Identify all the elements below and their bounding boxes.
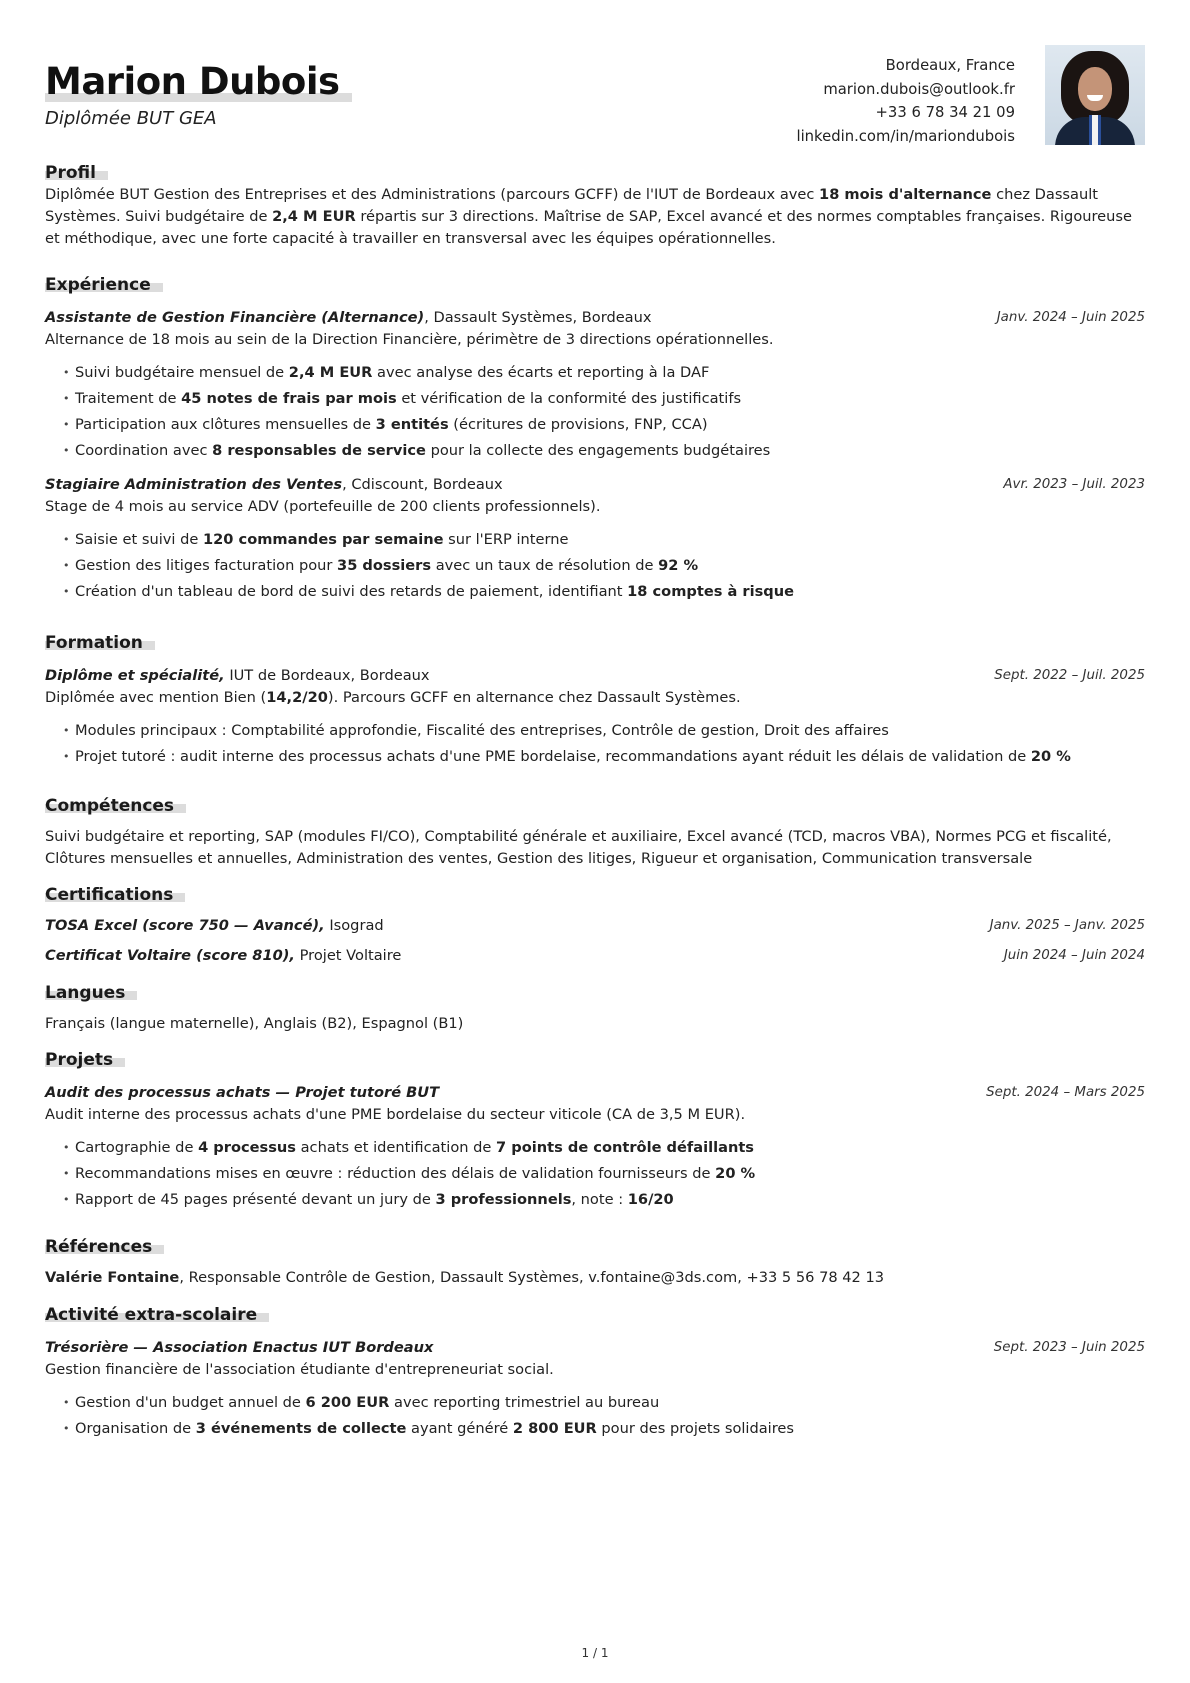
entry-bullets <box>63 1390 1145 1442</box>
entry-header <box>45 665 1145 687</box>
bullet-item: • Suivi budgétaire mensuel de 2,4 M EUR avec analyse des écarts et reporting à la DAF <box>63 360 1145 386</box>
candidate-name: Marion Dubois <box>45 58 340 106</box>
contact-phone[interactable]: +33 6 78 34 21 09 <box>875 104 1015 121</box>
highlight: 18 mois d'alternance <box>819 186 992 203</box>
bullet-item: • Création d'un tableau de bord de suivi des retards de paiement, identifiant 18 comptes à risque <box>63 579 1145 605</box>
cert-name: TOSA Excel (score 750 — Avancé), <box>45 917 325 934</box>
entry-description: Stage de 4 mois au service ADV (portefeuille de 200 clients professionnels). <box>45 498 601 515</box>
entry-role: Assistante de Gestion Financière (Alternance) <box>45 309 425 326</box>
contact-email[interactable]: marion.dubois@outlook.fr <box>823 80 1015 98</box>
profile-photo <box>1045 45 1145 145</box>
bullet-item: • Recommandations mises en œuvre : réduction des délais de validation fournisseurs de 20 % <box>63 1161 1145 1187</box>
section-title-certifications: Certifications <box>45 885 174 905</box>
bullet-item: • Gestion d'un budget annuel de 6 200 EUR avec reporting trimestriel au bureau <box>63 1390 1145 1416</box>
name-block <box>45 58 340 129</box>
entry-date: Janv. 2024 – Juin 2025 <box>996 310 1145 325</box>
entry-date: Sept. 2024 – Mars 2025 <box>986 1085 1145 1100</box>
section-certifications <box>45 884 1145 967</box>
bullet-item: • Projet tutoré : audit interne des processus achats d'une PME bordelaise, recommandations ayant réduit les délais de validation de 20 % <box>63 744 1145 770</box>
entry-org: IUT de Bordeaux, Bordeaux <box>224 667 430 684</box>
contact-linkedin[interactable]: linkedin.com/in/mariondubois <box>796 127 1015 145</box>
section-formation <box>45 632 1145 770</box>
page-number: 1 / 1 <box>581 1646 609 1660</box>
entry-description: Diplômée avec mention Bien (14,2/20). Parcours GCFF en alternance chez Dassault Systèmes. <box>45 689 741 706</box>
entry-role: Diplôme et spécialité, <box>45 667 225 684</box>
experience-entry <box>45 474 1145 605</box>
entry-date: Avr. 2023 – Juil. 2023 <box>1003 477 1145 492</box>
reference-name: Valérie Fontaine <box>45 1269 180 1286</box>
text: chez Dassault Systèmes. Suivi budgétaire de <box>45 186 1098 225</box>
entry-description: Alternance de 18 mois au sein de la Direction Financière, périmètre de 3 directions opérationnelles. <box>45 331 774 348</box>
bullet-item: • Rapport de 45 pages présenté devant un jury de 3 professionnels, note : 16/20 <box>63 1187 1145 1213</box>
entry-description: Gestion financière de l'association étudiante d'entrepreneuriat social. <box>45 1361 554 1378</box>
profil-text <box>45 184 1145 250</box>
entry-role: Trésorière — Association Enactus IUT Bordeaux <box>45 1339 434 1356</box>
experience-entry <box>45 307 1145 464</box>
resume-header <box>45 58 1145 158</box>
certification-item <box>45 915 1145 937</box>
bullet-item: • Modules principaux : Comptabilité approfondie, Fiscalité des entreprises, Contrôle de gestion, Droit des affaires <box>63 718 1145 744</box>
entry-date: Sept. 2022 – Juil. 2025 <box>994 668 1145 683</box>
entry-org: , Dassault Systèmes, Bordeaux <box>424 309 652 326</box>
bullet-item: • Saisie et suivi de 120 commandes par semaine sur l'ERP interne <box>63 527 1145 553</box>
section-projets <box>45 1049 1145 1213</box>
cert-date: Janv. 2025 – Janv. 2025 <box>989 918 1145 933</box>
section-profil <box>45 162 1145 250</box>
entry-role: Audit des processus achats — Projet tutoré BUT <box>45 1084 440 1101</box>
cert-org: Projet Voltaire <box>294 947 402 964</box>
section-title-references: Références <box>45 1237 153 1257</box>
entry-date: Sept. 2023 – Juin 2025 <box>993 1340 1145 1355</box>
section-competences <box>45 795 1145 870</box>
entry-header <box>45 1337 1145 1359</box>
bullet-item: • Participation aux clôtures mensuelles de 3 entités (écritures de provisions, FNP, CCA) <box>63 412 1145 438</box>
reference-item <box>45 1267 1145 1289</box>
bullet-item: • Gestion des litiges facturation pour 35 dossiers avec un taux de résolution de 92 % <box>63 553 1145 579</box>
contact-location: Bordeaux, France <box>885 57 1015 74</box>
highlight: 2,4 M EUR <box>272 208 356 225</box>
entry-bullets <box>63 527 1145 605</box>
bullet-item: • Organisation de 3 événements de collecte ayant généré 2 800 EUR pour des projets solidaires <box>63 1416 1145 1442</box>
section-extra <box>45 1304 1145 1442</box>
section-title-profil: Profil <box>45 163 96 183</box>
entry-org: , Cdiscount, Bordeaux <box>342 476 503 493</box>
bullet-item: • Traitement de 45 notes de frais par mois et vérification de la conformité des justificatifs <box>63 386 1145 412</box>
formation-entry <box>45 665 1145 770</box>
cert-org: Isograd <box>324 917 384 934</box>
text: Diplômée BUT Gestion des Entreprises et des Administrations (parcours GCFF) de l'IUT de Bordeaux avec <box>45 186 820 203</box>
entry-role: Stagiaire Administration des Ventes <box>45 476 343 493</box>
contact-info <box>796 54 1015 148</box>
section-experience <box>45 274 1145 605</box>
section-title-langues: Langues <box>45 983 126 1003</box>
photo-lanyard <box>1089 115 1101 145</box>
cert-date: Juin 2024 – Juin 2024 <box>1003 948 1145 963</box>
section-references <box>45 1236 1145 1289</box>
section-title-formation: Formation <box>45 633 143 653</box>
bullet-item: • Cartographie de 4 processus achats et identification de 7 points de contrôle défaillants <box>63 1135 1145 1161</box>
candidate-subtitle: Diplômée BUT GEA <box>45 108 217 129</box>
entry-header <box>45 1082 1145 1104</box>
text: répartis sur 3 directions. Maîtrise de SAP, Excel avancé et des normes comptables françaises. Rigoureuse et méthodique, avec une forte capacité à travailler en transversal avec les équipes opérationnelles. <box>45 208 1132 247</box>
entry-bullets <box>63 360 1145 464</box>
section-title-experience: Expérience <box>45 275 151 295</box>
reference-details: , Responsable Contrôle de Gestion, Dassault Systèmes, v.fontaine@3ds.com, +33 5 56 78 42 13 <box>179 1269 885 1286</box>
bullet-item: • Coordination avec 8 responsables de service pour la collecte des engagements budgétaires <box>63 438 1145 464</box>
photo-face <box>1078 67 1112 111</box>
extra-entry <box>45 1337 1145 1442</box>
entry-header <box>45 307 1145 329</box>
section-title-projets: Projets <box>45 1050 114 1070</box>
entry-description: Audit interne des processus achats d'une PME bordelaise du secteur viticole (CA de 3,5 M EUR). <box>45 1106 746 1123</box>
entry-header <box>45 474 1145 496</box>
section-langues <box>45 982 1145 1035</box>
entry-bullets <box>63 718 1145 770</box>
project-entry <box>45 1082 1145 1213</box>
section-title-extra: Activité extra-scolaire <box>45 1305 258 1325</box>
entry-bullets <box>63 1135 1145 1213</box>
cert-name: Certificat Voltaire (score 810), <box>45 947 295 964</box>
competences-text: Suivi budgétaire et reporting, SAP (modules FI/CO), Comptabilité générale et auxiliaire, Excel avancé (TCD, macros VBA), Normes PCG et fiscalité, Clôtures mensuelles et annuelles, Administration des ventes, Gestion des litiges, Rigueur et organisation, Communication transversale <box>45 828 1112 867</box>
section-title-competences: Compétences <box>45 796 175 816</box>
langues-text: Français (langue maternelle), Anglais (B2), Espagnol (B1) <box>45 1015 464 1032</box>
certification-item <box>45 945 1145 967</box>
